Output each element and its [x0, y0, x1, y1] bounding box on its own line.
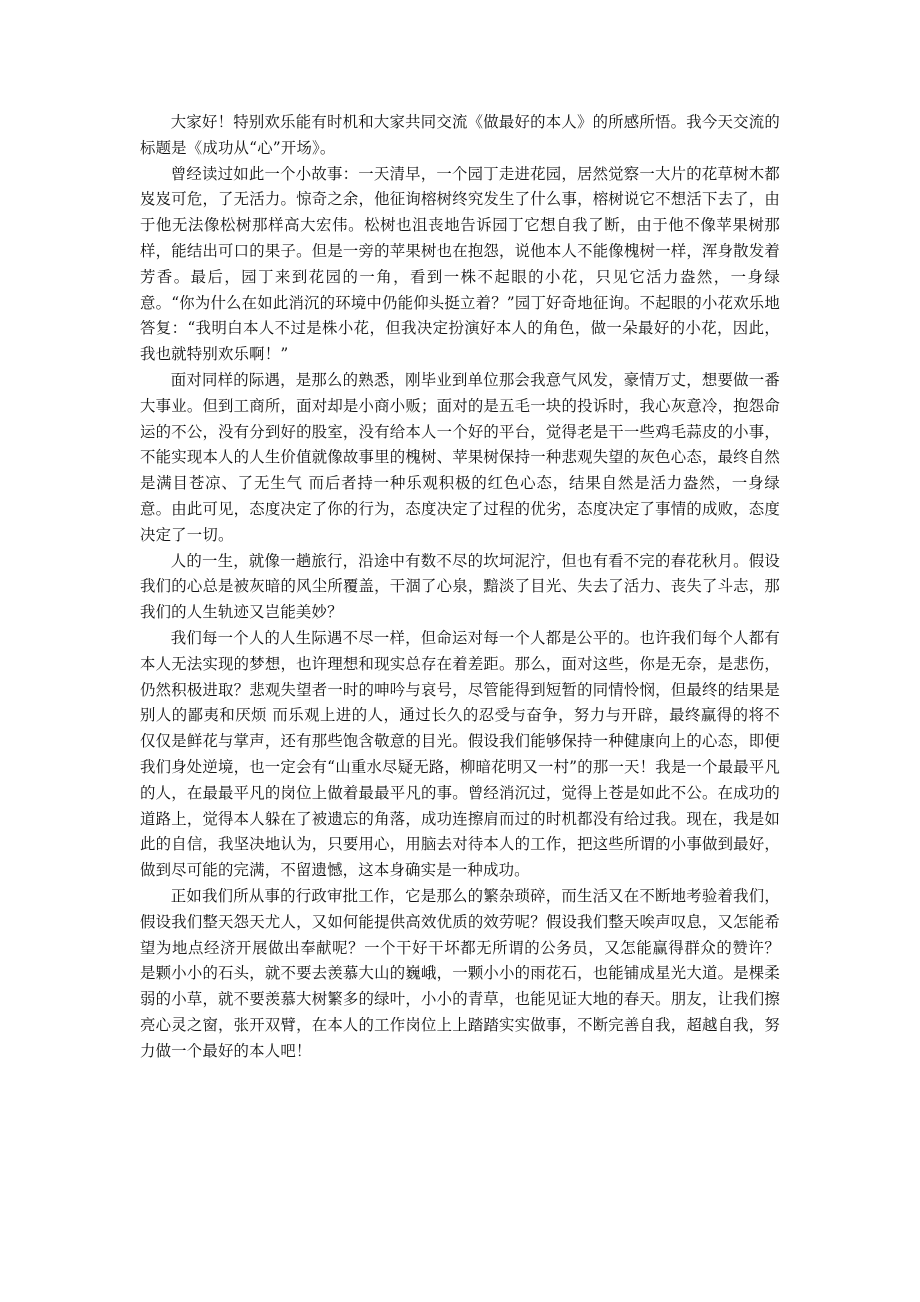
paragraph-journey: 人的一生，就像一趟旅行，沿途中有数不尽的坎坷泥泞，但也有看不完的春花秋月。假设我们的心总是被灰暗的风尘所覆盖，干涸了心泉，黯淡了目光、失去了活力、丧失了斗志，那我们的人生轨迹又岂能美妙？ — [140, 551, 780, 622]
paragraph-fate: 我们每一个人的人生际遇不尽一样，但命运对每一个人都是公平的。也许我们每个人都有本人无法实现的梦想，也许理想和现实总存在着差距。那么，面对这些，你是无奈，是悲伤，仍然积极进取？悲观失望者一时的呻吟与哀号，尽管能得到短暂的同情怜悯，但最终的结果是别人的鄙夷和厌烦 而乐观上进的人，通过长久的忍受与奋争，努力与开辟，最终赢得的将不仅仅是鲜花与掌声，还有那些饱含敬意的目光。假设我们能够保持一种健康向上的心态，即便我们身处逆境，也一定会有“山重水尽疑无路，柳暗花明又一村”的那一天！我是一个最最平凡的人，在最最平凡的岗位上做着最最平凡的事。曾经消沉过，觉得上苍是如此不公。在成功的道路上，觉得本人躲在了被遗忘的角落，成功连擦肩而过的时机都没有给过我。现在，我是如此的自信，我坚决地认为，只要用心，用脑去对待本人的工作，把这些所谓的小事做到最好，做到尽可能的完满，不留遗憾，这本身确实是一种成功。 — [140, 628, 780, 880]
paragraph-attitude: 面对同样的际遇，是那么的熟悉，刚毕业到单位那会我意气风发，豪情万丈，想要做一番大事业。但到工商所，面对却是小商小贩；面对的是五毛一块的投诉时，我心灰意冷，抱怨命运的不公，没有分到好的股室，没有给本人一个好的平台，觉得老是干一些鸡毛蒜皮的小事，不能实现本人的人生价值就像故事里的槐树、苹果树保持一种悲观失望的灰色心态，最终自然是满目苍凉、了无生气 而后者持一种乐观积极的红色心态，结果自然是活力盎然，一身绿意。由此可见，态度决定了你的行为，态度决定了过程的优劣，态度决定了事情的成败，态度决定了一切。 — [140, 370, 780, 544]
paragraph-conclusion: 正如我们所从事的行政审批工作，它是那么的繁杂琐碎，而生活又在不断地考验着我们，假设我们整天怨天尤人，又如何能提供高效优质的效劳呢？假设我们整天唉声叹息，又怎能希望为地点经济开展做出奉献呢？一个干好干坏都无所谓的公务员，又怎能赢得群众的赞许？ 是颗小小的石头，就不要去羡慕大山的巍峨，一颗小小的雨花石，也能铺成星光大道。是棵柔弱的小草，就不要羡慕大树繁多的绿叶，小小的青草，也能见证大地的春天。朋友，让我们擦亮心灵之窗，张开双臂，在本人的工作岗位上上踏踏实实做事，不断完善自我，超越自我，努力做一个最好的本人吧！ — [140, 886, 780, 1060]
document-page — [140, 110, 780, 1064]
paragraph-greeting: 大家好！特别欢乐能有时机和大家共同交流《做最好的本人》的所感所悟。我今天交流的标题是《成功从“心”开场》。 — [140, 113, 780, 157]
paragraph-story: 曾经读过如此一个小故事：一天清早，一个园丁走进花园，居然觉察一大片的花草树木都岌岌可危，了无活力。惊奇之余，他征询榕树终究发生了什么事，榕树说它不想活下去了，由于他无法像松树那样高大宏伟。松树也沮丧地告诉园丁它想自我了断，由于他不像苹果树那样，能结出可口的果子。但是一旁的苹果树也在抱怨，说他本人不能像槐树一样，浑身散发着芳香。最后，园丁来到花园的一角，看到一株不起眼的小花，只见它活力盎然，一身绿意。“你为什么在如此消沉的环境中仍能仰头挺立着？”园丁好奇地征询。不起眼的小花欢乐地答复：“我明白本人不过是株小花，但我决定扮演好本人的角色，做一朵最好的小花，因此，我也就特别欢乐啊！” — [140, 164, 780, 364]
